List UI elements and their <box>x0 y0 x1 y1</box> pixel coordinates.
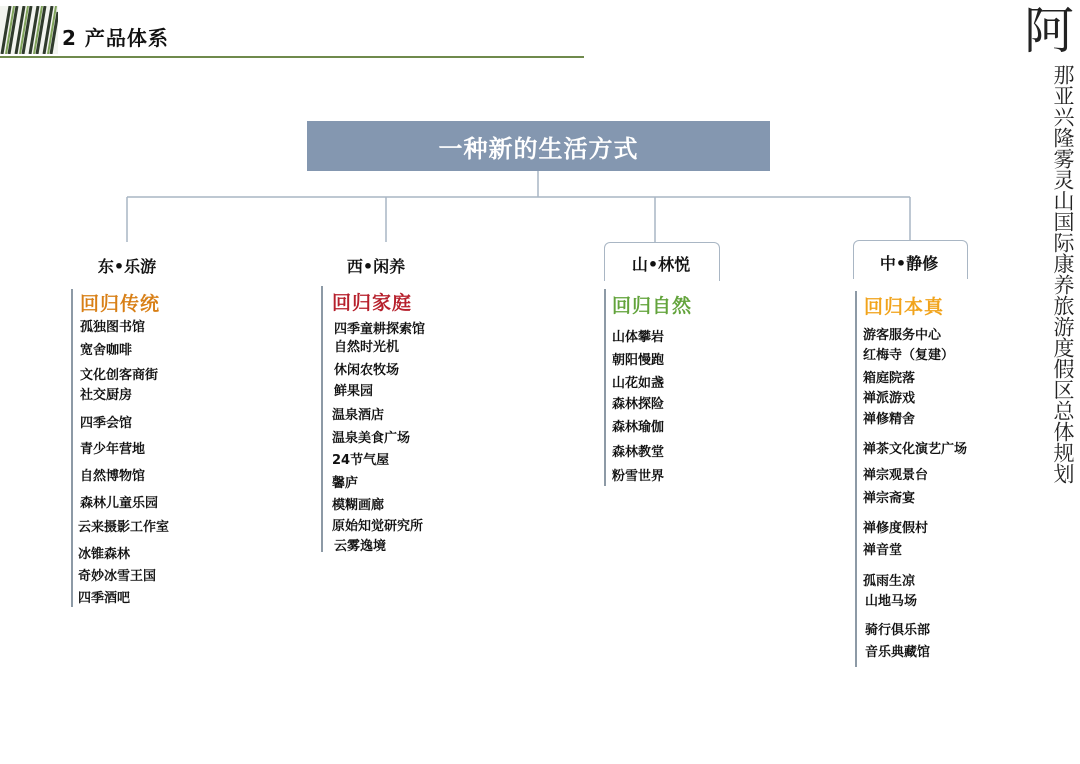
list-item: 禅修度假村 <box>863 521 929 536</box>
list-item: 禅派游戏 <box>863 391 916 406</box>
category-heading: 回归传统 <box>80 293 161 315</box>
category-heading: 回归本真 <box>864 296 945 318</box>
list-item: 箱庭院落 <box>863 371 916 386</box>
list-item: 禅茶文化演艺广场 <box>863 442 968 457</box>
list-item: 温泉美食广场 <box>332 431 411 446</box>
list-item: 游客服务中心 <box>863 328 942 343</box>
list-item: 冰锥森林 <box>78 547 131 562</box>
list-item: 音乐典藏馆 <box>865 645 931 660</box>
list-item: 孤独图书馆 <box>80 320 146 335</box>
list-item: 山地马场 <box>865 594 918 609</box>
branch-label-west: 西•闲养 <box>346 257 406 276</box>
list-item: 禅宗观景台 <box>863 468 929 483</box>
list-item: 鲜果园 <box>334 384 374 399</box>
list-item: 森林探险 <box>612 397 665 412</box>
branch-label-center: 中•静修 <box>879 254 939 273</box>
list-item: 朝阳慢跑 <box>612 353 665 368</box>
list-item: 森林瑜伽 <box>612 420 665 435</box>
list-item: 四季酒吧 <box>78 591 131 606</box>
list-item: 粉雪世界 <box>612 469 665 484</box>
list-item: 禅宗斋宴 <box>863 491 916 506</box>
list-item: 原始知觉研究所 <box>332 519 424 534</box>
list-item: 温泉酒店 <box>332 408 385 423</box>
list-item: 红梅寺（复建） <box>863 348 955 363</box>
list-item: 文化创客商街 <box>80 368 159 383</box>
category-bar <box>604 289 606 486</box>
list-item: 奇妙冰雪王国 <box>78 569 157 584</box>
category-heading: 回归自然 <box>612 295 693 317</box>
list-item: 24节气屋 <box>332 453 390 468</box>
list-item: 社交厨房 <box>80 388 133 403</box>
list-item: 山花如盏 <box>612 376 665 391</box>
brand-vertical-title: 那亚兴隆雾灵山国际康养旅游度假区总体规划 <box>1051 64 1075 484</box>
list-item: 禅音堂 <box>863 543 903 558</box>
list-item: 云来摄影工作室 <box>78 520 170 535</box>
page-title: 2 产品体系 <box>62 26 169 50</box>
list-item: 自然博物馆 <box>80 469 146 484</box>
brand-mark: 阿 <box>1024 2 1074 60</box>
branch-label-mountain: 山•林悦 <box>631 255 691 274</box>
list-item: 模糊画廊 <box>332 498 385 513</box>
list-item: 馨庐 <box>332 476 359 491</box>
list-item: 青少年营地 <box>80 442 146 457</box>
category-bar <box>855 291 857 667</box>
category-heading: 回归家庭 <box>332 292 413 314</box>
category-bar <box>71 289 73 607</box>
list-item: 休闲农牧场 <box>334 363 400 378</box>
list-item: 骑行俱乐部 <box>865 623 931 638</box>
list-item: 自然时光机 <box>334 340 400 355</box>
root-node: 一种新的生活方式 <box>307 121 770 171</box>
list-item: 宽舍咖啡 <box>80 343 133 358</box>
category-bar <box>321 286 323 552</box>
list-item: 云雾逸境 <box>334 539 387 554</box>
list-item: 山体攀岩 <box>612 330 665 345</box>
list-item: 禅修精舍 <box>863 412 916 427</box>
list-item: 森林教堂 <box>612 445 665 460</box>
list-item: 森林儿童乐园 <box>80 496 159 511</box>
list-item: 孤雨生凉 <box>863 574 916 589</box>
list-item: 四季会馆 <box>80 416 133 431</box>
list-item: 四季童耕探索馆 <box>334 322 426 337</box>
branch-label-east: 东•乐游 <box>97 257 157 276</box>
